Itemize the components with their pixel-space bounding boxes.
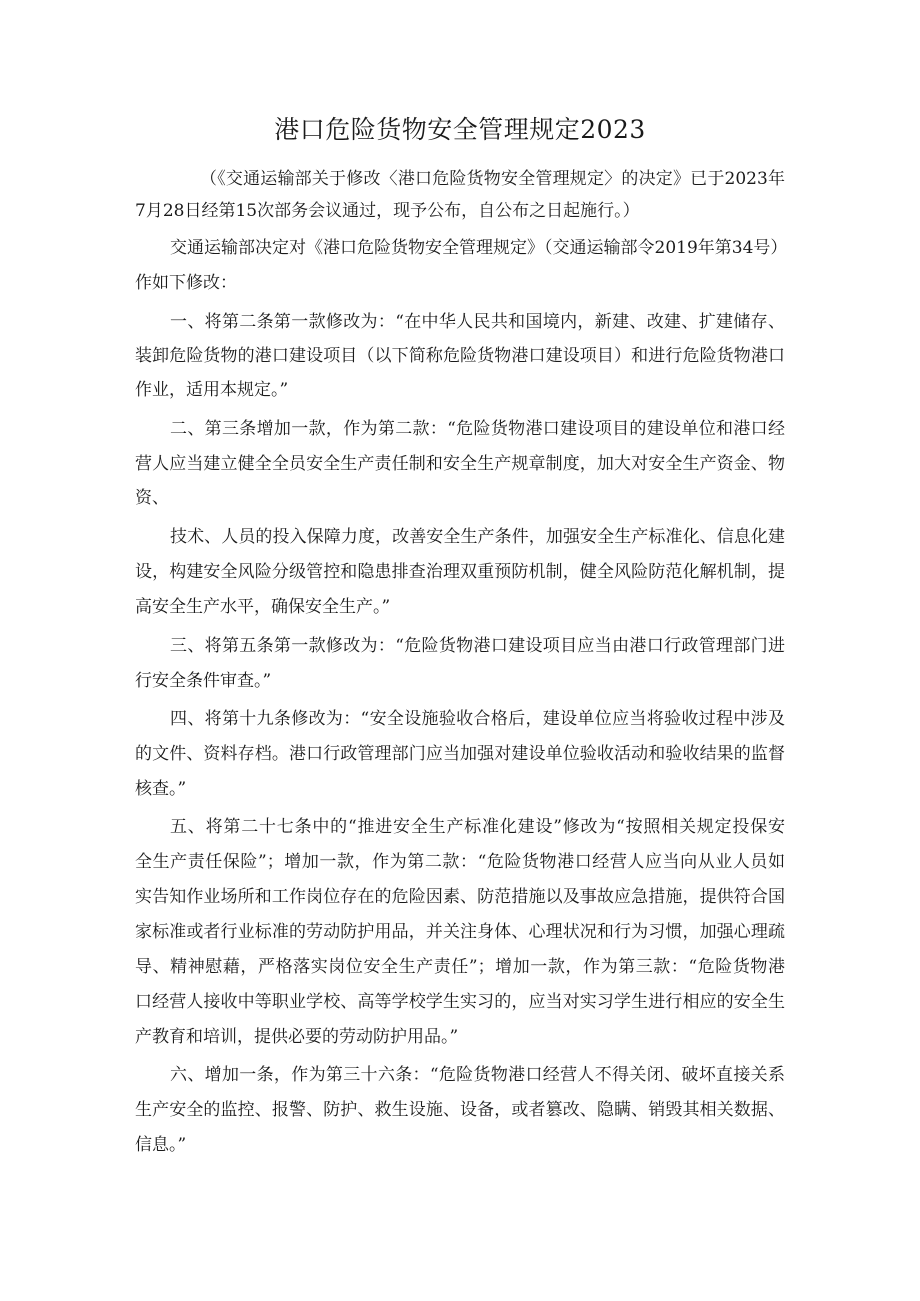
item-5-line-1: 五、将第二十七条中的“推进安全生产标准化建设”修改为“按照相关规定投保安 [170,817,785,837]
item-4-line-2: 的文件、资料存档。港口行政管理部门应当加强对建设单位验收活动和验收结果的监督 [135,744,785,764]
item-3-line-1: 三、将第五条第一款修改为：“危险货物港口建设项目应当由港口行政管理部门进 [170,636,785,656]
item-4-line-3: 核查。” [135,779,187,799]
item-6-line-2: 生产安全的监控、报警、防护、救生设施、设备，或者篡改、隐瞒、销毁其相关数据、 [135,1100,785,1120]
item-1-line-3: 作业，适用本规定。” [135,380,289,400]
item-6-line-1: 六、增加一条，作为第三十六条：“危险货物港口经营人不得关闭、破坏直接关系 [170,1065,785,1085]
item-1-line-1: 一、将第二条第一款修改为：“在中华人民共和国境内，新建、改建、扩建储存、 [170,312,785,332]
item-2-cont-line-1: 技术、人员的投入保障力度，改善安全生产条件，加强安全生产标准化、信息化建 [170,527,785,547]
item-5-line-4: 家标准或者行业标准的劳动防护用品，并关注身体、心理状况和行为习惯，加强心理疏 [135,922,785,942]
item-5-line-6: 口经营人接收中等职业学校、高等学校学生实习的，应当对实习学生进行相应的安全生 [135,992,785,1012]
item-1-line-2: 装卸危险货物的港口建设项目（以下简称危险货物港口建设项目）和进行危险货物港口 [135,346,785,366]
item-2-cont-line-2: 设，构建安全风险分级管控和隐患排查治理双重预防机制，健全风险防范化解机制，提 [135,562,785,582]
intro-line-2: 作如下修改： [135,273,237,293]
item-2-line-2: 营人应当建立健全全员安全生产责任制和安全生产规章制度，加大对安全生产资金、物 [135,454,785,474]
intro-line-1: 交通运输部决定对《港口危险货物安全管理规定》（交通运输部令2019年第34号） [170,238,788,258]
item-5-line-3: 实告知作业场所和工作岗位存在的危险因素、防范措施以及事故应急措施，提供符合国 [135,887,785,907]
item-5-line-7: 产教育和培训，提供必要的劳动防护用品。” [135,1027,459,1047]
item-5-line-5: 导、精神慰藉，严格落实岗位安全生产责任”；增加一款，作为第三款：“危险货物港 [135,957,785,977]
item-2-cont-line-3: 高安全生产水平，确保安全生产。” [135,597,391,617]
preamble-line-1: （《交通运输部关于修改〈港口危险货物安全管理规定〉的决定》已于2023年 [200,169,785,189]
document-title: 港口危险货物安全管理规定2023 [274,115,646,144]
item-2-line-1: 二、第三条增加一款，作为第二款：“危险货物港口建设项目的建设单位和港口经 [170,419,785,439]
item-3-line-2: 行安全条件审查。” [135,671,272,691]
item-5-line-2: 全生产责任保险”；增加一款，作为第二款：“危险货物港口经营人应当向从业人员如 [135,852,785,872]
item-4-line-1: 四、将第十九条修改为：“安全设施验收合格后，建设单位应当将验收过程中涉及 [170,709,785,729]
item-6-line-3: 信息。” [135,1135,187,1155]
preamble-line-2: 7月28日经第15次部务会议通过，现予公布，自公布之日起施行。） [135,201,640,221]
item-2-line-3: 资、 [135,488,169,508]
